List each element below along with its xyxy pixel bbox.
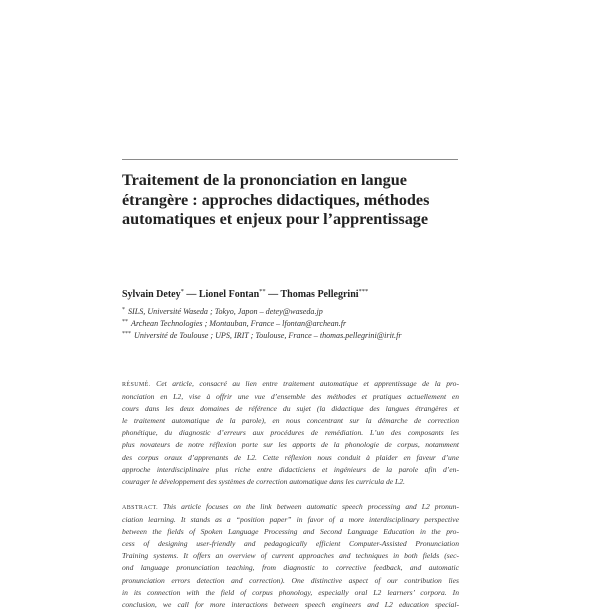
- resume-paragraph: [122, 378, 459, 488]
- paper-title: [122, 171, 462, 230]
- abstract-line: ciation learning. It stands as a “position paper” in favor of a more interdisciplinary perspective: [122, 515, 459, 525]
- author-name: Thomas Pellegrini: [280, 289, 359, 300]
- abstract-label: ABSTRACT.: [122, 505, 158, 511]
- affiliation: [122, 330, 462, 342]
- affiliation-mark: **: [122, 319, 128, 325]
- resume-line: nonciation en L2, vise à offrir une vue d’ensemble des méthodes et pratiques actuellement en: [122, 392, 459, 402]
- author-name: Sylvain Detey: [122, 289, 181, 300]
- affiliation-list: [122, 306, 462, 342]
- abstract-line: conclusion, we call for more interactions between speech engineers and L2 education special-: [122, 599, 459, 609]
- resume-line: [122, 378, 459, 391]
- author-list: [122, 289, 368, 300]
- affiliation-text: SILS, Université Waseda ; Tokyo, Japon – detey@waseda.jp: [128, 307, 323, 316]
- author-mark: ***: [358, 288, 369, 295]
- author-name: Lionel Fontan: [198, 289, 260, 300]
- title-line: étrangère : approches didactiques, méthodes: [122, 190, 430, 209]
- resume-line: courager le développement des systèmes de correction automatique dans les curricula de L2.: [122, 476, 405, 486]
- abstract-line: Training systems. It offers an overview of current approaches and techniques in both fields (sec-: [122, 551, 459, 561]
- affiliation: [122, 306, 462, 318]
- resume-label: RÉSUMÉ.: [122, 382, 151, 388]
- header-rule: [122, 159, 458, 160]
- abstract-line: pronunciation errors detection and correction). One distinctive aspect of our contribution lies: [122, 575, 459, 585]
- abstract-line: ond language pronunciation teaching, from diagnostic to corrective feedback, and automatic: [122, 563, 459, 573]
- author-mark: *: [180, 288, 184, 295]
- abstract-line: between the fields of Spoken Language Processing and Second Language Education in the pro-: [122, 527, 459, 537]
- affiliation: [122, 318, 462, 330]
- affiliation-text: Archean Technologies ; Montauban, France – lfontan@archean.fr: [131, 319, 347, 328]
- resume-line: plus novateurs de notre réflexion porte sur les apports de la phonologie de corpus, notamment: [122, 440, 459, 450]
- abstract-line: in its connection with the field of corpus phonology, especially oral L2 learners’ corpora. In: [122, 587, 459, 597]
- title-line: automatiques et enjeux pour l’apprentissage: [122, 210, 429, 228]
- title-line: Traitement de la prononciation en langue: [122, 171, 407, 189]
- author-mark: **: [259, 288, 266, 295]
- resume-line: phonétique, du diagnostic d’erreurs aux procédures de remédiation. L’un des composants les: [122, 428, 459, 438]
- abstract-text: This article focuses on the link between automatic speech processing and L2 pronun-: [163, 502, 459, 511]
- abstract-line: cess of designing user-friendly and pedagogically efficient Computer-Assisted Pronunciation: [122, 539, 459, 549]
- author-separator: —: [268, 289, 279, 300]
- author-separator: —: [186, 289, 197, 300]
- abstract-line: [122, 501, 459, 514]
- affiliation-text: Université de Toulouse ; UPS, IRIT ; Toulouse, France – thomas.pellegrini@irit.fr: [134, 331, 402, 340]
- resume-line: approche interdisciplinaire plus riche entre didacticiens et ingénieurs de la parole afin d’en-: [122, 464, 459, 474]
- affiliation-mark: ***: [122, 331, 131, 337]
- resume-line: le traitement automatique de la parole), en nous concentrant sur la démarche de correction: [122, 416, 459, 426]
- resume-text: Cet article, consacré au lien entre traitement automatique et apprentissage de la pro-: [156, 379, 459, 388]
- affiliation-mark: *: [122, 307, 125, 313]
- resume-line: des corpus oraux d’apprenants de L2. Cette réflexion nous conduit à plaider en faveur d’une: [122, 452, 459, 462]
- abstract-paragraph: [122, 501, 459, 611]
- resume-line: cours dans les deux domaines de référence du sujet (la didactique des langues étrangères et: [122, 404, 459, 414]
